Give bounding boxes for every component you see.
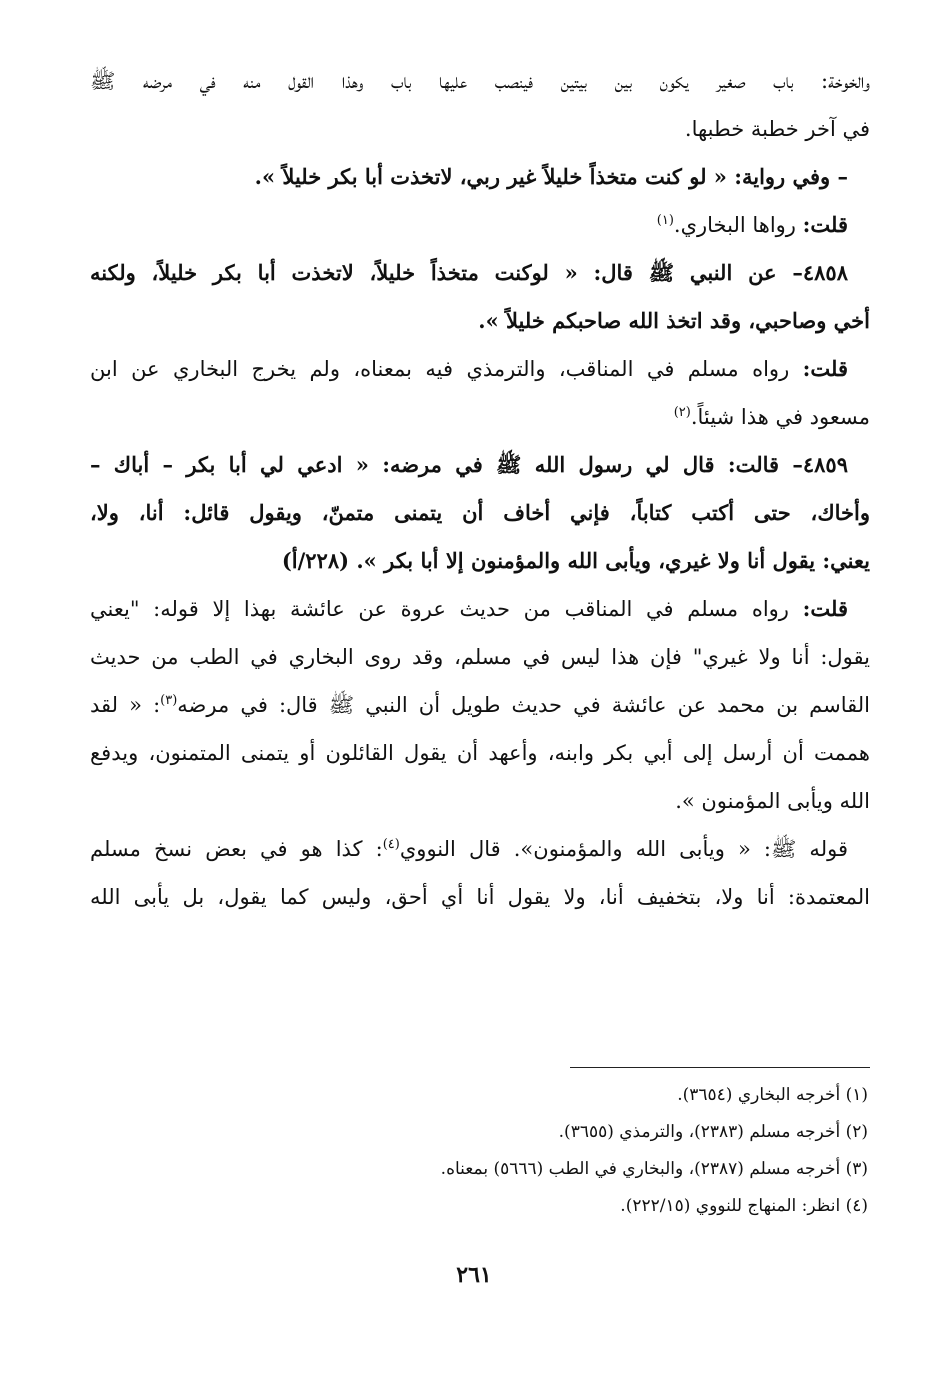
page-number: ٢٦١ — [456, 1262, 492, 1288]
footnote-2: (٢) أخرجه مسلم (٢٣٨٣)، والترمذي (٣٦٥٥). — [558, 1122, 868, 1142]
comment-4859-line-1 — [90, 584, 870, 632]
comment-text: رواه مسلم في المناقب، والترمذي فيه بمعناه، ولم يخرج البخاري عن ابن — [90, 357, 803, 381]
nawawi-text: : كذا هو في بعض نسخ مسلم — [90, 837, 383, 861]
nawawi-line-2: المعتمدة: أنا ولا، بتخفيف أنا، ولا يقول أنا أي أحق، وليس كما يقول، بل يأبى الله — [90, 885, 870, 909]
main-text — [90, 56, 870, 920]
hadith-4858-line-1: ٤٨٥٨– عن النبي ﷺ قال: « لوكنت متخذاً خليلاً، لاتخذت أبا بكر خليلاً، ولكنه — [90, 260, 848, 285]
comment-4858-line-2 — [90, 392, 870, 440]
comment-text: رواها البخاري. — [673, 213, 803, 237]
footnote-ref-1: (١) — [656, 213, 674, 228]
hadith-4859-line-3: يعني: يقول أنا ولا غيري، ويأبى الله والمؤمنون إلا أبا بكر ». (٢٢٨/أ) — [281, 548, 870, 573]
comment-label: قلت: — [802, 212, 848, 237]
nawawi-line-1 — [90, 824, 870, 872]
footnote-1: (١) أخرجه البخاري (٣٦٥٤). — [677, 1085, 868, 1105]
comment-4859-line-3 — [90, 680, 870, 728]
comment-label: قلت: — [802, 596, 848, 621]
comment-4859-line-4: هممت أن أرسل إلى أبي بكر وابنه، وأعهد أن يقول القائلون أو يتمنى المتمنون، ويدفع — [90, 741, 870, 765]
nawawi-text: قوله ﷺ: « ويأبى الله والمؤمنون». قال النووي — [399, 837, 848, 861]
hadith-4859-line-2: وأخاك، حتى أكتب كتاباً، فإني أخاف أن يتمنى متمنّ، ويقول قائل: أنا، ولا، — [90, 500, 870, 525]
hadith-4859-line-1: ٤٨٥٩– قالت: قال لي رسول الله ﷺ في مرضه: « ادعي لي أبا بكر – أباك – — [90, 452, 848, 477]
comment-text: القاسم بن محمد عن عائشة في حديث طويل أن النبي ﷺ قال: في مرضه — [177, 693, 870, 717]
narration-variant: – وفي رواية: « لو كنت متخذاً خليلاً غير ربي، لاتخذت أبا بكر خليلاً ». — [254, 164, 848, 189]
comment-text: مسعود في هذا شيئاً. — [690, 405, 870, 429]
footnotes — [90, 1080, 868, 1228]
comment-text: رواه مسلم في المناقب من حديث عروة عن عائشة بهذا إلا قوله: "يعني — [90, 597, 803, 621]
footnote-ref-2: (٢) — [673, 405, 691, 420]
footnote-ref-4: (٤) — [382, 837, 400, 852]
hadith-4858-line-2: أخي وصاحبي، وقد اتخذ الله صاحبكم خليلاً ». — [478, 308, 870, 333]
text-line-2: في آخر خطبة خطبها. — [684, 117, 870, 141]
comment-text: : « لقد — [90, 693, 161, 717]
comment-label: قلت: — [802, 356, 848, 381]
text-line-1: والخوخة: باب صغير يكون بين بيتين فينصب عليها باب وهذا القول منه في مرضه ﷺ — [90, 69, 870, 93]
comment-line — [90, 200, 870, 248]
footnote-ref-3: (٣) — [160, 693, 178, 708]
footnote-3: (٣) أخرجه مسلم (٢٣٨٧)، والبخاري في الطب (٥٦٦٦) بمعناه. — [440, 1159, 868, 1179]
comment-4859-line-2: يقول: أنا ولا غيري" فإن هذا ليس في مسلم، وقد روى البخاري في الطب من حديث — [90, 645, 870, 669]
footnote-divider — [570, 1067, 870, 1068]
comment-4859-line-5: الله ويأبى المؤمنون ». — [675, 789, 870, 813]
comment-4858-line-1 — [90, 344, 870, 392]
footnote-4: (٤) انظر: المنهاج للنووي (٢٢٢/١٥). — [620, 1196, 868, 1216]
